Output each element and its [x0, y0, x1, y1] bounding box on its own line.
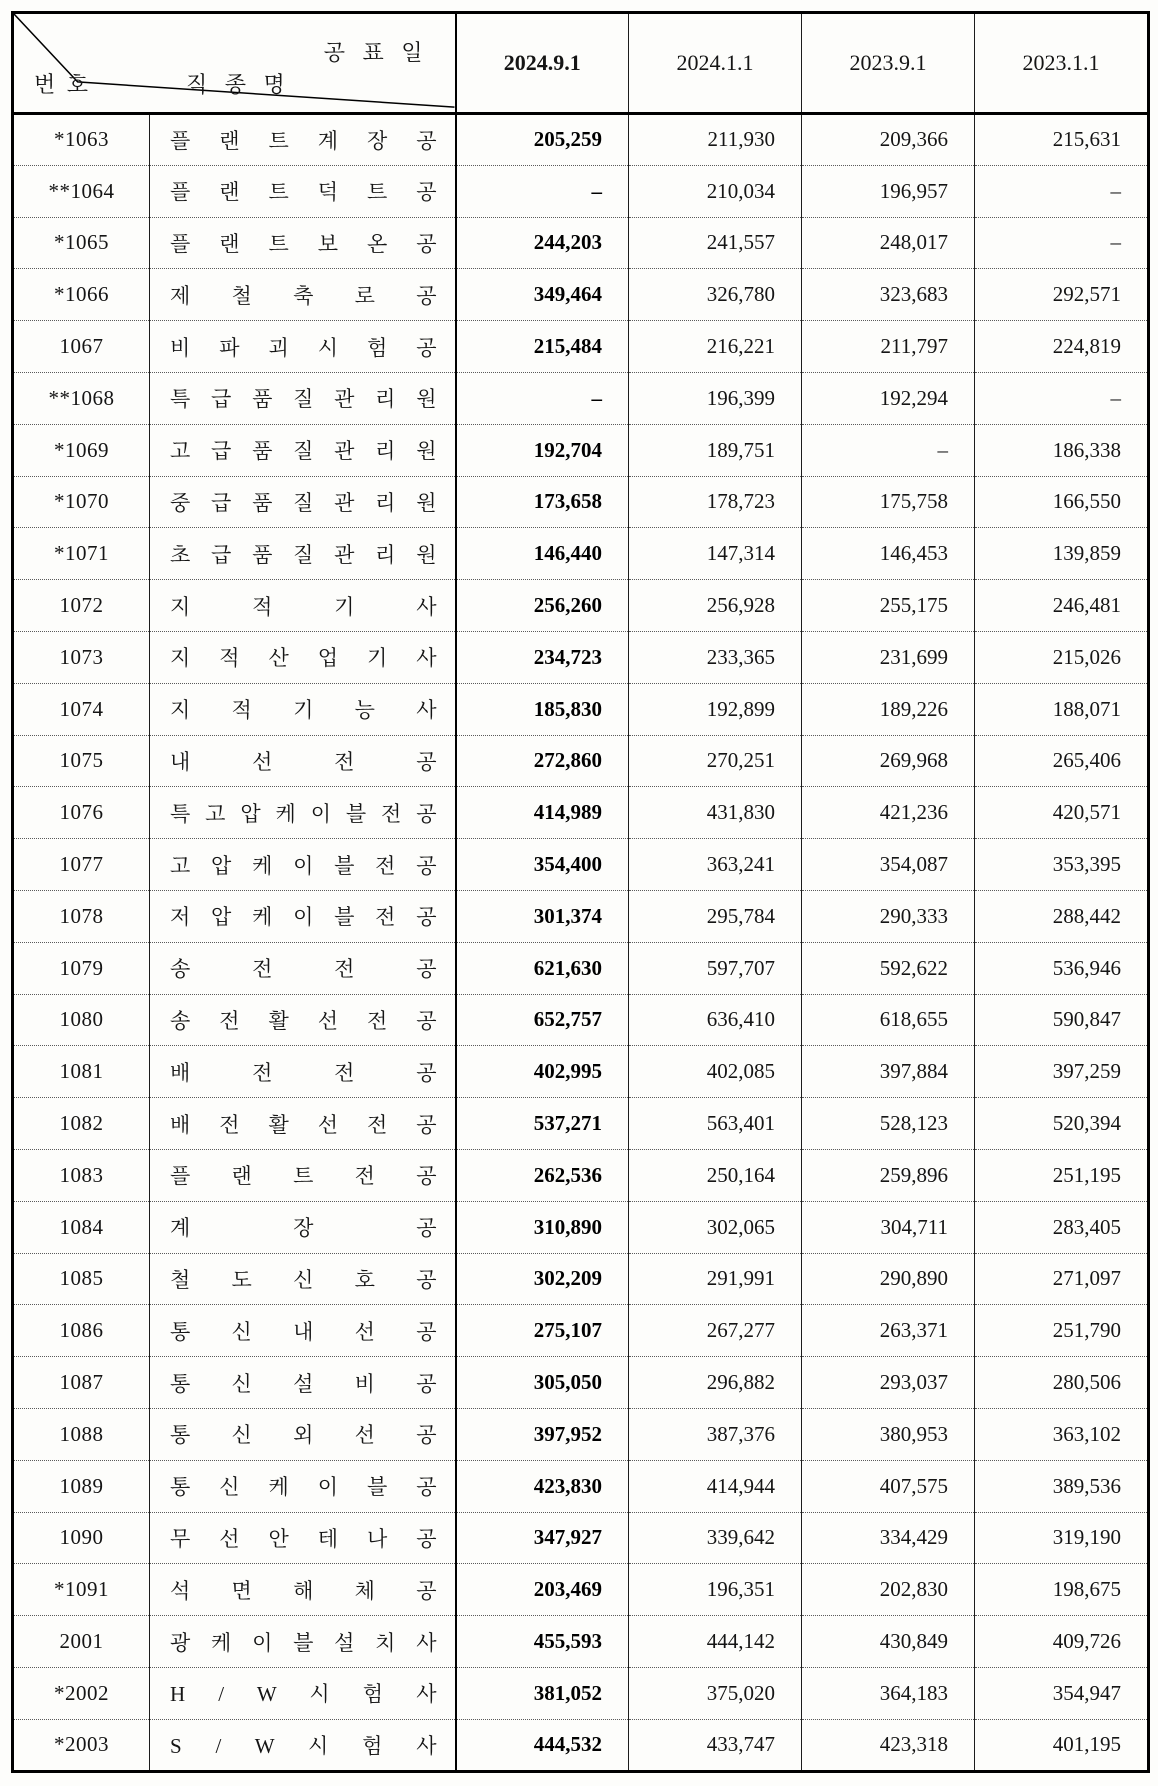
job-name-cell: [150, 1357, 456, 1409]
job-name-cell: [150, 1253, 456, 1305]
wage-cell-2023-9-1: 263,371: [802, 1305, 975, 1357]
row-number-cell: *1071: [13, 528, 150, 580]
wage-cell-2024-1-1: 363,241: [629, 839, 802, 891]
wage-cell-2024-1-1: 189,751: [629, 424, 802, 476]
wage-cell-2024-9-1: 205,259: [456, 114, 629, 166]
row-number-cell: 1089: [13, 1460, 150, 1512]
wage-cell-2024-9-1: 262,536: [456, 1149, 629, 1201]
wage-cell-2024-9-1: 444,532: [456, 1719, 629, 1771]
wage-cell-2023-9-1: 175,758: [802, 476, 975, 528]
table-row: [13, 1253, 1149, 1305]
wage-cell-2024-9-1: 305,050: [456, 1357, 629, 1409]
job-name-cell: [150, 1512, 456, 1564]
job-name-cell: [150, 1201, 456, 1253]
job-name-cell: [150, 217, 456, 269]
wage-cell-2023-1-1: –: [975, 372, 1149, 424]
job-name-text: 배 전 활 선 전 공: [170, 1112, 437, 1137]
row-number-cell: 1074: [13, 683, 150, 735]
job-name-text: 지 적 산 업 기 사: [170, 646, 437, 671]
job-name-cell: [150, 890, 456, 942]
wage-cell-2023-1-1: 215,631: [975, 114, 1149, 166]
table-row: [13, 269, 1149, 321]
wage-cell-2023-1-1: 409,726: [975, 1616, 1149, 1668]
wage-cell-2024-9-1: 354,400: [456, 839, 629, 891]
table-row: [13, 1564, 1149, 1616]
wage-cell-2023-1-1: 292,571: [975, 269, 1149, 321]
job-name-text: 플 랜 트 덕 트 공: [170, 180, 437, 205]
row-number-cell: 1076: [13, 787, 150, 839]
job-name-cell: [150, 683, 456, 735]
job-name-cell: [150, 942, 456, 994]
wage-cell-2024-9-1: 301,374: [456, 890, 629, 942]
wage-cell-2024-1-1: 563,401: [629, 1098, 802, 1150]
job-name-text: 송 전 활 선 전 공: [170, 1008, 437, 1033]
table-row: [13, 1201, 1149, 1253]
job-name-text: 저 압 케 이 블 전 공: [170, 905, 437, 930]
wage-cell-2024-1-1: 296,882: [629, 1357, 802, 1409]
wage-cell-2023-1-1: 363,102: [975, 1408, 1149, 1460]
table-row: [13, 735, 1149, 787]
row-number-cell: 1073: [13, 631, 150, 683]
wage-cell-2023-1-1: 283,405: [975, 1201, 1149, 1253]
wage-cell-2023-9-1: 407,575: [802, 1460, 975, 1512]
header-row: [13, 13, 1149, 114]
job-name-text: 고 급 품 질 관 리 원: [170, 439, 437, 464]
wage-cell-2023-9-1: 304,711: [802, 1201, 975, 1253]
wage-cell-2024-9-1: 310,890: [456, 1201, 629, 1253]
table-row: [13, 321, 1149, 373]
job-name-text: S / W 시 험 사: [170, 1733, 437, 1758]
wage-cell-2023-9-1: 421,236: [802, 787, 975, 839]
wage-cell-2023-9-1: 430,849: [802, 1616, 975, 1668]
table-row: [13, 217, 1149, 269]
wage-cell-2023-9-1: 323,683: [802, 269, 975, 321]
wage-cell-2023-1-1: 215,026: [975, 631, 1149, 683]
wage-cell-2024-1-1: 414,944: [629, 1460, 802, 1512]
job-name-text: 석 면 해 체 공: [170, 1578, 437, 1603]
col-header-2024-9-1: 2024.9.1: [456, 13, 629, 114]
job-name-cell: [150, 1667, 456, 1719]
wage-cell-2023-1-1: 271,097: [975, 1253, 1149, 1305]
wage-cell-2024-9-1: 275,107: [456, 1305, 629, 1357]
row-number-cell: 1083: [13, 1149, 150, 1201]
table-row: [13, 1305, 1149, 1357]
wage-cell-2024-1-1: 597,707: [629, 942, 802, 994]
job-name-text: 지 적 기 사: [170, 594, 437, 619]
job-name-text: 특 고 압 케 이 블 전 공: [170, 801, 437, 826]
table-row: [13, 942, 1149, 994]
table-row: [13, 1046, 1149, 1098]
job-name-cell: [150, 1305, 456, 1357]
wage-cell-2023-1-1: 280,506: [975, 1357, 1149, 1409]
wage-cell-2024-1-1: 431,830: [629, 787, 802, 839]
wage-cell-2024-9-1: 234,723: [456, 631, 629, 683]
job-name-text: 통 신 케 이 블 공: [170, 1475, 437, 1500]
job-name-text: 내 선 전 공: [170, 749, 437, 774]
job-name-cell: [150, 1046, 456, 1098]
job-name-cell: [150, 321, 456, 373]
wage-cell-2024-9-1: 349,464: [456, 269, 629, 321]
wage-cell-2024-9-1: –: [456, 372, 629, 424]
table-row: [13, 580, 1149, 632]
wage-cell-2023-1-1: 319,190: [975, 1512, 1149, 1564]
wage-cell-2023-9-1: 290,890: [802, 1253, 975, 1305]
table-row: [13, 1719, 1149, 1771]
wage-cell-2024-9-1: –: [456, 165, 629, 217]
wage-cell-2023-1-1: 186,338: [975, 424, 1149, 476]
wage-cell-2023-9-1: –: [802, 424, 975, 476]
wage-cell-2024-9-1: 244,203: [456, 217, 629, 269]
row-number-cell: 1067: [13, 321, 150, 373]
wage-cell-2023-9-1: 231,699: [802, 631, 975, 683]
wage-table: [11, 11, 1150, 1773]
wage-cell-2023-9-1: 146,453: [802, 528, 975, 580]
wage-cell-2024-1-1: 636,410: [629, 994, 802, 1046]
job-name-cell: [150, 994, 456, 1046]
job-name-text: 배 전 전 공: [170, 1060, 437, 1085]
wage-cell-2023-9-1: 189,226: [802, 683, 975, 735]
job-name-cell: [150, 476, 456, 528]
table-row: [13, 1098, 1149, 1150]
wage-cell-2024-1-1: 387,376: [629, 1408, 802, 1460]
job-name-text: 플 랜 트 보 온 공: [170, 231, 437, 256]
wage-cell-2023-1-1: 246,481: [975, 580, 1149, 632]
col-header-2023-1-1: 2023.1.1: [975, 13, 1149, 114]
wage-cell-2024-1-1: 256,928: [629, 580, 802, 632]
job-name-cell: [150, 1098, 456, 1150]
wage-cell-2024-1-1: 402,085: [629, 1046, 802, 1098]
wage-cell-2024-1-1: 210,034: [629, 165, 802, 217]
row-number-cell: *1091: [13, 1564, 150, 1616]
job-name-text: 플 랜 트 전 공: [170, 1164, 437, 1189]
wage-cell-2023-1-1: 354,947: [975, 1667, 1149, 1719]
wage-cell-2024-9-1: 146,440: [456, 528, 629, 580]
wage-cell-2023-9-1: 380,953: [802, 1408, 975, 1460]
wage-cell-2023-9-1: 202,830: [802, 1564, 975, 1616]
corner-label-number: 번 호: [34, 72, 89, 97]
wage-cell-2023-9-1: 259,896: [802, 1149, 975, 1201]
table-row: [13, 114, 1149, 166]
wage-cell-2024-9-1: 347,927: [456, 1512, 629, 1564]
table-row: [13, 683, 1149, 735]
job-name-text: 제 철 축 로 공: [170, 283, 437, 308]
wage-cell-2023-1-1: 265,406: [975, 735, 1149, 787]
job-name-text: 송 전 전 공: [170, 957, 437, 982]
row-number-cell: 1079: [13, 942, 150, 994]
job-name-text: H / W 시 험 사: [170, 1682, 437, 1707]
wage-cell-2023-9-1: 196,957: [802, 165, 975, 217]
wage-cell-2023-1-1: 590,847: [975, 994, 1149, 1046]
wage-cell-2023-1-1: 389,536: [975, 1460, 1149, 1512]
job-name-text: 통 신 외 선 공: [170, 1423, 437, 1448]
job-name-text: 비 파 괴 시 험 공: [170, 335, 437, 360]
job-name-cell: [150, 1564, 456, 1616]
wage-cell-2024-1-1: 339,642: [629, 1512, 802, 1564]
wage-cell-2023-9-1: 592,622: [802, 942, 975, 994]
table-row: [13, 372, 1149, 424]
job-name-text: 무 선 안 테 나 공: [170, 1526, 437, 1551]
wage-cell-2024-9-1: 414,989: [456, 787, 629, 839]
corner-label-job-name: 직 종 명: [186, 72, 285, 97]
wage-cell-2024-9-1: 272,860: [456, 735, 629, 787]
row-number-cell: 1081: [13, 1046, 150, 1098]
job-name-cell: [150, 1149, 456, 1201]
job-name-cell: [150, 735, 456, 787]
col-header-2023-9-1: 2023.9.1: [802, 13, 975, 114]
row-number-cell: 2001: [13, 1616, 150, 1668]
wage-cell-2024-9-1: 173,658: [456, 476, 629, 528]
wage-cell-2023-1-1: 288,442: [975, 890, 1149, 942]
job-name-cell: [150, 165, 456, 217]
corner-header-cell: [13, 13, 456, 114]
wage-cell-2024-1-1: 250,164: [629, 1149, 802, 1201]
wage-cell-2024-1-1: 270,251: [629, 735, 802, 787]
wage-cell-2024-9-1: 537,271: [456, 1098, 629, 1150]
wage-cell-2024-1-1: 192,899: [629, 683, 802, 735]
wage-cell-2023-1-1: 420,571: [975, 787, 1149, 839]
table-row: [13, 994, 1149, 1046]
job-name-cell: [150, 372, 456, 424]
table-body: [13, 114, 1149, 1772]
wage-cell-2023-9-1: 364,183: [802, 1667, 975, 1719]
table-row: [13, 1512, 1149, 1564]
wage-cell-2024-1-1: 233,365: [629, 631, 802, 683]
table-row: [13, 839, 1149, 891]
table-row: [13, 165, 1149, 217]
table-row: [13, 1149, 1149, 1201]
wage-cell-2023-1-1: 188,071: [975, 683, 1149, 735]
wage-cell-2024-1-1: 375,020: [629, 1667, 802, 1719]
job-name-cell: [150, 528, 456, 580]
table-row: [13, 1667, 1149, 1719]
wage-cell-2024-9-1: 381,052: [456, 1667, 629, 1719]
wage-cell-2023-1-1: 353,395: [975, 839, 1149, 891]
col-header-2024-1-1: 2024.1.1: [629, 13, 802, 114]
wage-cell-2023-9-1: 618,655: [802, 994, 975, 1046]
table-row: [13, 1460, 1149, 1512]
job-name-cell: [150, 580, 456, 632]
row-number-cell: 1085: [13, 1253, 150, 1305]
wage-cell-2023-1-1: –: [975, 165, 1149, 217]
row-number-cell: 1082: [13, 1098, 150, 1150]
row-number-cell: *1065: [13, 217, 150, 269]
wage-cell-2023-1-1: 251,195: [975, 1149, 1149, 1201]
wage-cell-2023-9-1: 397,884: [802, 1046, 975, 1098]
job-name-text: 통 신 내 선 공: [170, 1319, 437, 1344]
job-name-cell: [150, 269, 456, 321]
row-number-cell: **1064: [13, 165, 150, 217]
table-row: [13, 1616, 1149, 1668]
wage-cell-2024-1-1: 241,557: [629, 217, 802, 269]
table-row: [13, 787, 1149, 839]
row-number-cell: *2003: [13, 1719, 150, 1771]
table-row: [13, 528, 1149, 580]
wage-cell-2023-9-1: 192,294: [802, 372, 975, 424]
row-number-cell: *1069: [13, 424, 150, 476]
row-number-cell: 1080: [13, 994, 150, 1046]
table-row: [13, 476, 1149, 528]
row-number-cell: 1077: [13, 839, 150, 891]
job-name-text: 초 급 품 질 관 리 원: [170, 542, 437, 567]
wage-cell-2023-9-1: 423,318: [802, 1719, 975, 1771]
table-row: [13, 631, 1149, 683]
table-row: [13, 1408, 1149, 1460]
row-number-cell: 1075: [13, 735, 150, 787]
job-name-cell: [150, 114, 456, 166]
wage-cell-2024-1-1: 267,277: [629, 1305, 802, 1357]
wage-cell-2024-9-1: 215,484: [456, 321, 629, 373]
wage-cell-2024-9-1: 192,704: [456, 424, 629, 476]
wage-cell-2023-9-1: 290,333: [802, 890, 975, 942]
wage-cell-2024-9-1: 423,830: [456, 1460, 629, 1512]
row-number-cell: *2002: [13, 1667, 150, 1719]
wage-cell-2024-1-1: 326,780: [629, 269, 802, 321]
row-number-cell: 1087: [13, 1357, 150, 1409]
wage-cell-2024-1-1: 433,747: [629, 1719, 802, 1771]
wage-cell-2023-1-1: 251,790: [975, 1305, 1149, 1357]
job-name-text: 광 케 이 블 설 치 사: [170, 1630, 437, 1655]
wage-cell-2023-1-1: 536,946: [975, 942, 1149, 994]
job-name-cell: [150, 631, 456, 683]
row-number-cell: 1090: [13, 1512, 150, 1564]
wage-cell-2023-9-1: 269,968: [802, 735, 975, 787]
wage-cell-2024-9-1: 256,260: [456, 580, 629, 632]
job-name-text: 통 신 설 비 공: [170, 1371, 437, 1396]
row-number-cell: 1086: [13, 1305, 150, 1357]
job-name-text: 고 압 케 이 블 전 공: [170, 853, 437, 878]
wage-cell-2023-9-1: 334,429: [802, 1512, 975, 1564]
table-row: [13, 1357, 1149, 1409]
job-name-cell: [150, 787, 456, 839]
wage-cell-2023-1-1: 139,859: [975, 528, 1149, 580]
job-name-text: 지 적 기 능 사: [170, 698, 437, 723]
row-number-cell: 1072: [13, 580, 150, 632]
corner-label-announce-date: 공 표 일: [323, 40, 423, 65]
job-name-text: 플 랜 트 계 장 공: [170, 128, 437, 153]
job-name-cell: [150, 1408, 456, 1460]
wage-cell-2023-9-1: 255,175: [802, 580, 975, 632]
row-number-cell: *1066: [13, 269, 150, 321]
wage-cell-2024-1-1: 295,784: [629, 890, 802, 942]
wage-cell-2023-1-1: 401,195: [975, 1719, 1149, 1771]
row-number-cell: 1088: [13, 1408, 150, 1460]
wage-cell-2024-9-1: 185,830: [456, 683, 629, 735]
wage-cell-2023-1-1: 397,259: [975, 1046, 1149, 1098]
job-name-text: 특 급 품 질 관 리 원: [170, 387, 437, 412]
job-name-cell: [150, 1616, 456, 1668]
job-name-cell: [150, 839, 456, 891]
job-name-cell: [150, 1460, 456, 1512]
wage-cell-2023-1-1: 198,675: [975, 1564, 1149, 1616]
job-name-cell: [150, 1719, 456, 1771]
job-name-text: 철 도 신 호 공: [170, 1267, 437, 1292]
row-number-cell: *1070: [13, 476, 150, 528]
wage-cell-2024-1-1: 196,399: [629, 372, 802, 424]
row-number-cell: **1068: [13, 372, 150, 424]
wage-cell-2024-9-1: 455,593: [456, 1616, 629, 1668]
wage-cell-2023-9-1: 293,037: [802, 1357, 975, 1409]
wage-cell-2024-9-1: 397,952: [456, 1408, 629, 1460]
wage-cell-2023-9-1: 528,123: [802, 1098, 975, 1150]
wage-cell-2024-1-1: 147,314: [629, 528, 802, 580]
wage-cell-2023-1-1: 166,550: [975, 476, 1149, 528]
wage-cell-2024-9-1: 203,469: [456, 1564, 629, 1616]
wage-cell-2023-1-1: 520,394: [975, 1098, 1149, 1150]
wage-cell-2024-1-1: 211,930: [629, 114, 802, 166]
wage-cell-2024-1-1: 216,221: [629, 321, 802, 373]
wage-cell-2023-9-1: 209,366: [802, 114, 975, 166]
row-number-cell: 1084: [13, 1201, 150, 1253]
job-name-cell: [150, 424, 456, 476]
wage-cell-2024-1-1: 444,142: [629, 1616, 802, 1668]
table-row: [13, 424, 1149, 476]
wage-cell-2024-1-1: 302,065: [629, 1201, 802, 1253]
wage-cell-2024-1-1: 291,991: [629, 1253, 802, 1305]
job-name-text: 계 장 공: [170, 1216, 437, 1241]
row-number-cell: 1078: [13, 890, 150, 942]
table-row: [13, 890, 1149, 942]
wage-cell-2024-9-1: 621,630: [456, 942, 629, 994]
wage-cell-2024-9-1: 652,757: [456, 994, 629, 1046]
wage-cell-2024-9-1: 402,995: [456, 1046, 629, 1098]
wage-cell-2023-9-1: 354,087: [802, 839, 975, 891]
wage-cell-2024-1-1: 178,723: [629, 476, 802, 528]
wage-cell-2023-9-1: 248,017: [802, 217, 975, 269]
wage-cell-2024-9-1: 302,209: [456, 1253, 629, 1305]
wage-cell-2023-1-1: 224,819: [975, 321, 1149, 373]
wage-cell-2023-1-1: –: [975, 217, 1149, 269]
row-number-cell: *1063: [54, 127, 109, 152]
wage-cell-2023-9-1: 211,797: [802, 321, 975, 373]
wage-cell-2024-1-1: 196,351: [629, 1564, 802, 1616]
job-name-text: 중 급 품 질 관 리 원: [170, 490, 437, 515]
